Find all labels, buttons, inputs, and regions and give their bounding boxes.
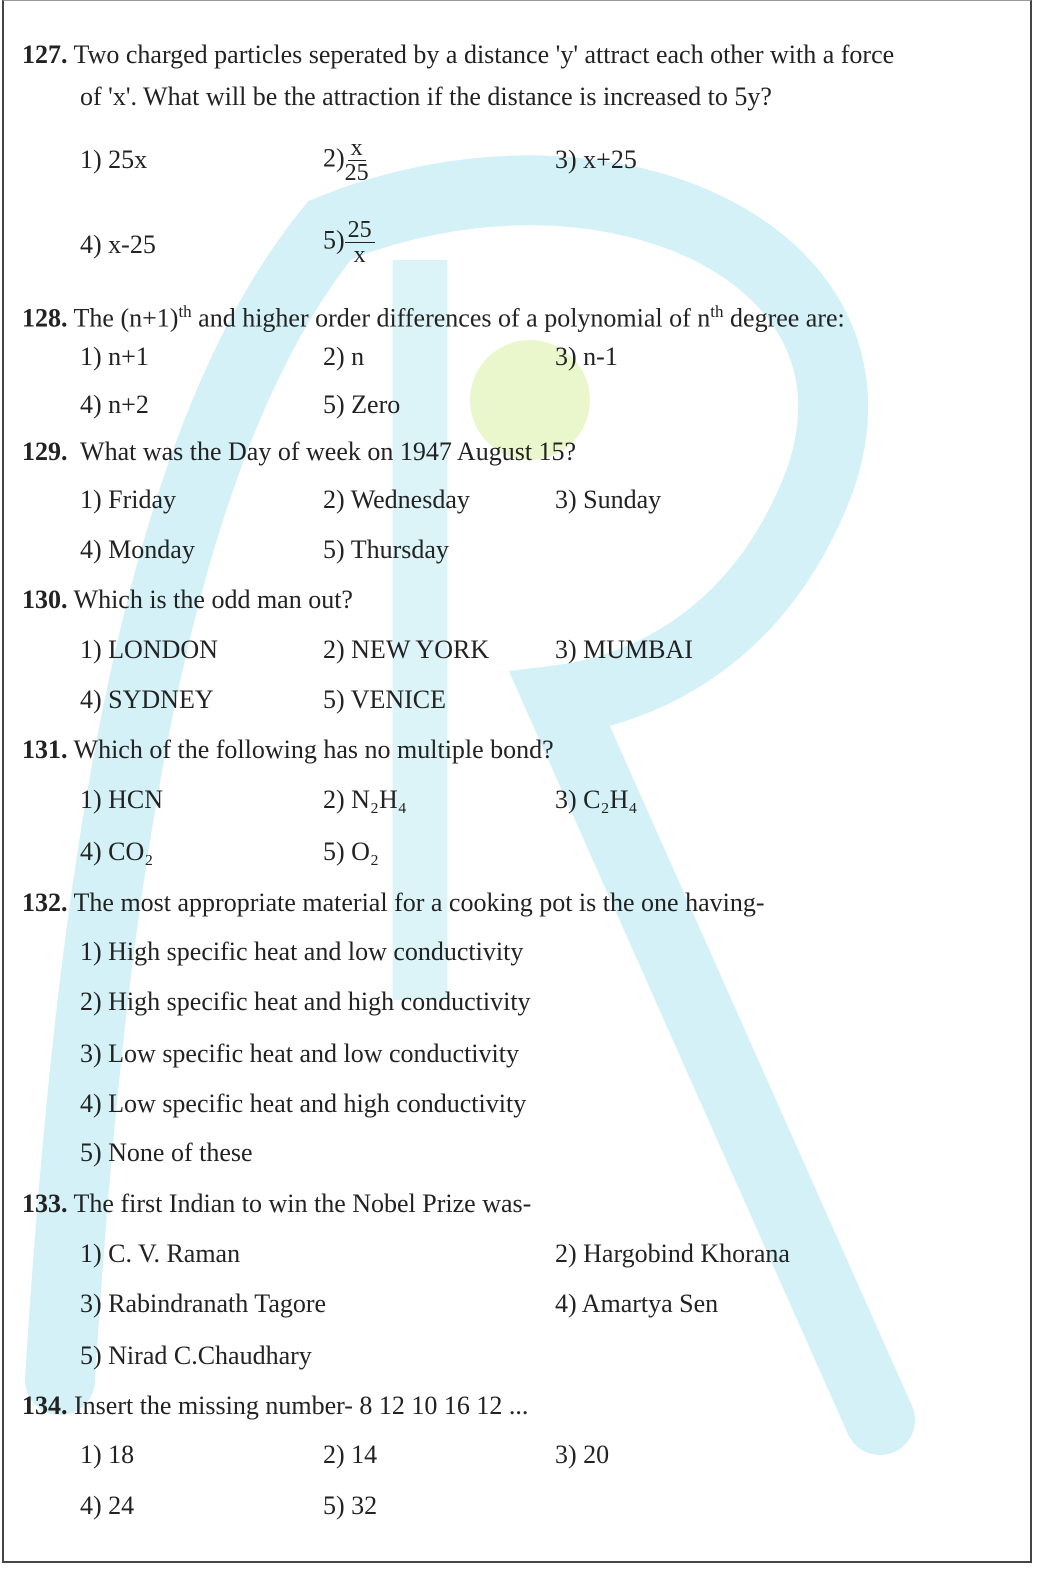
question-text: The first Indian to win the Nobel Prize was- <box>73 1189 532 1218</box>
option: 4) 24 <box>80 1491 135 1520</box>
question-text: degree are: <box>723 303 845 333</box>
superscript: th <box>710 302 724 321</box>
question-number: 129. <box>22 437 68 466</box>
question-134 <box>22 1391 528 1421</box>
question-130 <box>22 585 353 615</box>
option-label: 2) <box>323 143 345 173</box>
option: 4) Monday <box>80 535 195 564</box>
option: 4) Low specific heat and high conductivity <box>80 1089 527 1118</box>
option: 2) Hargobind Khorana <box>555 1239 790 1268</box>
question-number: 133. <box>22 1189 68 1218</box>
option: 2) 14 <box>323 1440 378 1469</box>
question-text: The (n+1) <box>73 303 179 333</box>
option: 1) 25x <box>80 145 148 174</box>
question-text: Insert the missing number- 8 12 10 16 12 ... <box>74 1391 529 1420</box>
option: 3) Low specific heat and low conductivity <box>80 1039 519 1068</box>
option: 2) NEW YORK <box>323 635 490 664</box>
option: 1) n+1 <box>80 342 149 371</box>
question-text: Which of the following has no multiple bond? <box>73 735 554 764</box>
option: 3) n-1 <box>555 342 618 371</box>
question-132 <box>22 888 765 918</box>
option: 5) Nirad C.Chaudhary <box>80 1341 312 1370</box>
question-133 <box>22 1189 531 1219</box>
question-text: and higher order differences of a polynomial of n <box>191 303 711 333</box>
option: 3) Rabindranath Tagore <box>80 1289 327 1318</box>
option: 4) SYDNEY <box>80 685 214 714</box>
question-number: 128. <box>22 303 68 333</box>
question-131 <box>22 735 554 765</box>
option: 2) High specific heat and high conductivity <box>80 987 531 1016</box>
option: 3) Sunday <box>555 485 662 514</box>
option: 1) HCN <box>80 785 164 814</box>
numerator: x <box>348 136 366 161</box>
numerator: 25 <box>345 218 375 243</box>
option: 5) VENICE <box>323 685 447 714</box>
question-text: Which is the odd man out? <box>73 585 353 614</box>
option-label: 5) <box>323 225 345 255</box>
option-fraction <box>323 136 369 185</box>
question-text: The most appropriate material for a cooking pot is the one having- <box>73 888 765 917</box>
question-number: 132. <box>22 888 68 917</box>
option: 1) 18 <box>80 1440 135 1469</box>
option: 2) Wednesday <box>323 485 470 514</box>
question-129 <box>22 437 576 467</box>
option: 2) n <box>323 342 365 371</box>
option: 4) x-25 <box>80 230 156 259</box>
option: 4) n+2 <box>80 390 149 419</box>
page-border <box>2 0 1032 1563</box>
denominator: x <box>353 242 366 268</box>
question-127 <box>22 40 894 70</box>
question-number: 131. <box>22 735 68 764</box>
option: 3) MUMBAI <box>555 635 693 664</box>
option: 2) N₂H₄ <box>323 785 407 814</box>
question-number: 130. <box>22 585 68 614</box>
option: 3) 20 <box>555 1440 610 1469</box>
option: 5) 32 <box>323 1491 378 1520</box>
option: 4) CO₂ <box>80 837 154 866</box>
question-text: Two charged particles seperated by a distance 'y' attract each other with a force <box>73 40 895 69</box>
question-128 <box>22 297 845 334</box>
question-number: 134. <box>22 1391 68 1420</box>
option: 3) x+25 <box>555 145 637 174</box>
question-text: What was the Day of week on 1947 August 15? <box>80 437 577 466</box>
option-fraction <box>323 218 375 267</box>
option: 5) None of these <box>80 1138 253 1167</box>
option: 3) C₂H₄ <box>555 785 638 814</box>
option: 1) High specific heat and low conductivity <box>80 937 524 966</box>
option: 1) LONDON <box>80 635 218 664</box>
option: 4) Amartya Sen <box>555 1289 719 1318</box>
option: 5) Thursday <box>323 535 449 564</box>
option: 5) O₂ <box>323 837 379 866</box>
superscript: th <box>178 302 192 321</box>
denominator: 25 <box>344 160 369 186</box>
option: 5) Zero <box>323 390 401 419</box>
question-number: 127. <box>22 40 68 69</box>
option: 1) C. V. Raman <box>80 1239 241 1268</box>
option: 1) Friday <box>80 485 177 514</box>
question-text-cont: of 'x'. What will be the attraction if the distance is increased to 5y? <box>80 82 772 111</box>
